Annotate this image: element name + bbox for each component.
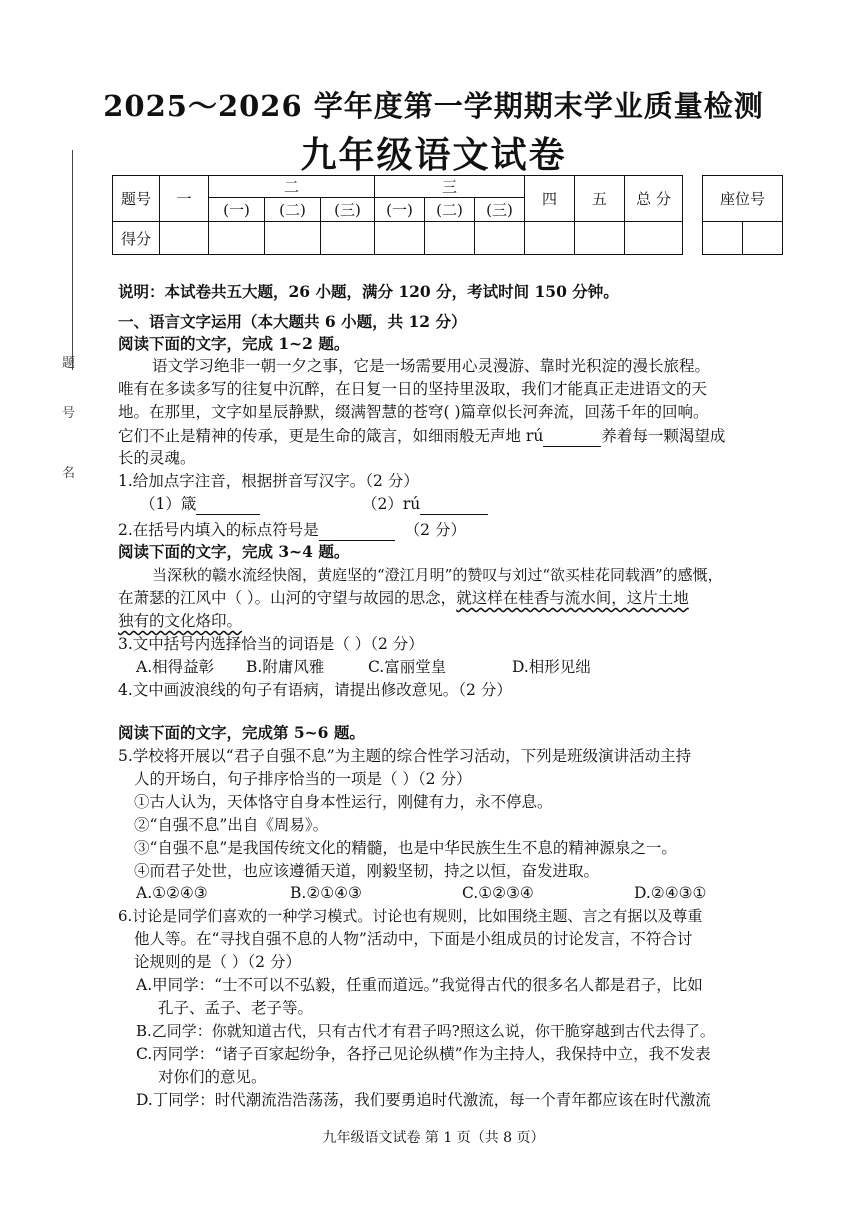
passage-line: 长的灵魂。 (118, 449, 196, 467)
passage-line (118, 424, 725, 447)
passage-text: 养着每一颗渴望成 (601, 427, 726, 445)
score-cell[interactable] (209, 222, 265, 255)
option-d[interactable]: D.相形见绌 (512, 658, 591, 676)
exam-title: 2025～2026 学年度第一学期期末学业质量检测 (103, 89, 764, 123)
option-c-cont: 对你们的意见。 (158, 1068, 267, 1086)
answer-blank[interactable] (420, 492, 488, 515)
option-d[interactable]: D.②④③① (634, 884, 707, 902)
col-four: 四 (525, 176, 575, 222)
instructions: 说明：本试卷共五大题，26 小题，满分 120 分，考试时间 150 分钟。 (118, 282, 619, 301)
answer-blank[interactable] (543, 424, 601, 447)
score-cell[interactable] (321, 222, 375, 255)
option-c[interactable]: C.丙同学：“诸子百家起纷争，各抒己见论纵横”作为主持人，我保持中立，我不发表 (136, 1045, 711, 1063)
score-cell[interactable] (575, 222, 625, 255)
question-3: 3.文中括号内选择恰当的词语是（ ）（2 分） (118, 635, 424, 653)
option-d[interactable]: D.丁同学：时代潮流浩浩荡荡，我们要勇追时代激流，每一个青年都应该在时代激流 (136, 1091, 711, 1109)
part-label: （1）箴 (140, 495, 197, 513)
margin-mark: 名 (62, 466, 76, 481)
reading-prompt: 阅读下面的文字，完成 1~2 题。 (118, 334, 350, 353)
question-6-cont: 论规则的是（ ）（2 分） (134, 953, 301, 971)
margin-mark: 题 (62, 356, 76, 371)
question-6: 6.讨论是同学们喜欢的一种学习模式。讨论也有规则，比如围绕主题、言之有据以及尊重 (118, 907, 703, 925)
score-cell[interactable] (475, 222, 525, 255)
sub-col: (二) (265, 198, 321, 222)
passage-text: 在萧瑟的江风中（ ）。山河的守望与故园的思念， (118, 589, 457, 607)
col-three: 三 (375, 176, 525, 198)
col-total: 总 分 (625, 176, 683, 222)
seat-cell[interactable] (703, 222, 743, 255)
option-c[interactable]: C.富丽堂皇 (368, 658, 447, 676)
option-a[interactable]: A.①②④③ (136, 884, 208, 902)
wavy-sentence: 独有的文化烙印。 (118, 612, 243, 630)
col-two: 二 (209, 176, 375, 198)
score-table (112, 175, 683, 255)
question-2 (118, 518, 466, 541)
question-6-cont: 他人等。在“寻找自强不息的人物”活动中，下面是小组成员的讨论发言，不符合讨 (134, 930, 693, 948)
reading-prompt: 阅读下面的文字，完成第 5~6 题。 (118, 723, 365, 742)
passage-line: 当深秋的赣水流经快阁，黄庭坚的“澄江月明”的赞叹与刘过“欲买桂花同载酒”的感慨， (152, 566, 723, 584)
col-five: 五 (575, 176, 625, 222)
score-cell[interactable] (625, 222, 683, 255)
sub-col: (三) (475, 198, 525, 222)
question-5-cont: 人的开场白，句子排序恰当的一项是（ ）（2 分） (134, 770, 472, 788)
page-footer: 九年级语文试卷 第 1 页（共 8 页） (322, 1130, 545, 1146)
score-cell[interactable] (160, 222, 209, 255)
passage-line: 唯有在多读多写的往复中沉醉，在日复一日的坚持里汲取，我们才能真正走进语文的天 (118, 380, 708, 398)
question-1: 1.给加点字注音，根据拼音写汉字。（2 分） (118, 472, 419, 490)
passage-text: 它们不止是精神的传承，更是生命的箴言，如细雨般无声地 rú (118, 427, 544, 445)
option-a[interactable]: A.甲同学：“士不可以不弘毅，任重而道远。”我觉得古代的很多名人都是君子，比如 (136, 976, 703, 994)
sub-col: (三) (321, 198, 375, 222)
question-1-part (362, 492, 488, 515)
option-b[interactable]: B.②①④③ (290, 884, 362, 902)
answer-blank[interactable] (319, 518, 395, 541)
option-a[interactable]: A.相得益彰 (136, 658, 215, 676)
wavy-sentence: 就这样在桂香与流水间，这片土地 (456, 589, 689, 607)
sentence-4: ④而君子处世，也应该遵循天道，刚毅坚韧，持之以恒，奋发进取。 (134, 862, 600, 880)
sentence-3: ③“自强不息”是我国传统文化的精髓，也是中华民族生生不息的精神源泉之一。 (134, 839, 677, 857)
answer-blank[interactable] (196, 492, 260, 515)
question-text: 2.在括号内填入的标点符号是 (118, 521, 319, 539)
score-cell[interactable] (425, 222, 475, 255)
reading-prompt: 阅读下面的文字，完成 3~4 题。 (118, 542, 350, 561)
passage-line (118, 587, 689, 609)
passage-line: 语文学习绝非一朝一夕之事，它是一场需要用心灵漫游、靠时光积淀的漫长旅程。 (152, 357, 711, 375)
sub-col: (一) (375, 198, 425, 222)
question-5: 5.学校将开展以“君子自强不息”为主题的综合性学习活动，下列是班级演讲活动主持 (118, 747, 692, 765)
option-b[interactable]: B.附庸风雅 (246, 658, 325, 676)
score-cell[interactable] (375, 222, 425, 255)
col-one: 一 (160, 176, 209, 222)
points: （2 分） (404, 521, 466, 539)
seat-table (702, 175, 783, 255)
binding-line (72, 150, 73, 370)
exam-subject-title: 九年级语文试卷 (300, 134, 567, 176)
row-label-number: 题号 (113, 176, 160, 222)
score-cell[interactable] (525, 222, 575, 255)
sentence-1: ①古人认为，天体恪守自身本性运行，刚健有力，永不停息。 (134, 793, 553, 811)
question-4: 4.文中画波浪线的句子有语病，请提出修改意见。（2 分） (118, 681, 512, 699)
row-label-score: 得分 (113, 222, 160, 255)
sub-col: (一) (209, 198, 265, 222)
margin-mark: 号 (62, 406, 76, 421)
question-1-part (140, 492, 260, 515)
seat-label: 座位号 (703, 176, 783, 222)
score-cell[interactable] (265, 222, 321, 255)
sentence-2: ②“自强不息”出自《周易》。 (134, 816, 329, 834)
section-heading: 一、语言文字运用（本大题共 6 小题，共 12 分） (118, 312, 467, 331)
option-a-cont: 孔子、孟子、老子等。 (158, 999, 314, 1017)
part-label: （2）rú (362, 495, 421, 513)
option-b[interactable]: B.乙同学：你就知道古代，只有古代才有君子吗?照这么说，你干脆穿越到古代去得了。 (136, 1022, 715, 1040)
seat-cell[interactable] (743, 222, 783, 255)
option-c[interactable]: C.①②③④ (462, 884, 534, 902)
passage-line: 地。在那里，文字如星辰静默，缀满智慧的苍穹( )篇章似长河奔流，回荡千年的回响。 (118, 403, 709, 421)
sub-col: (二) (425, 198, 475, 222)
